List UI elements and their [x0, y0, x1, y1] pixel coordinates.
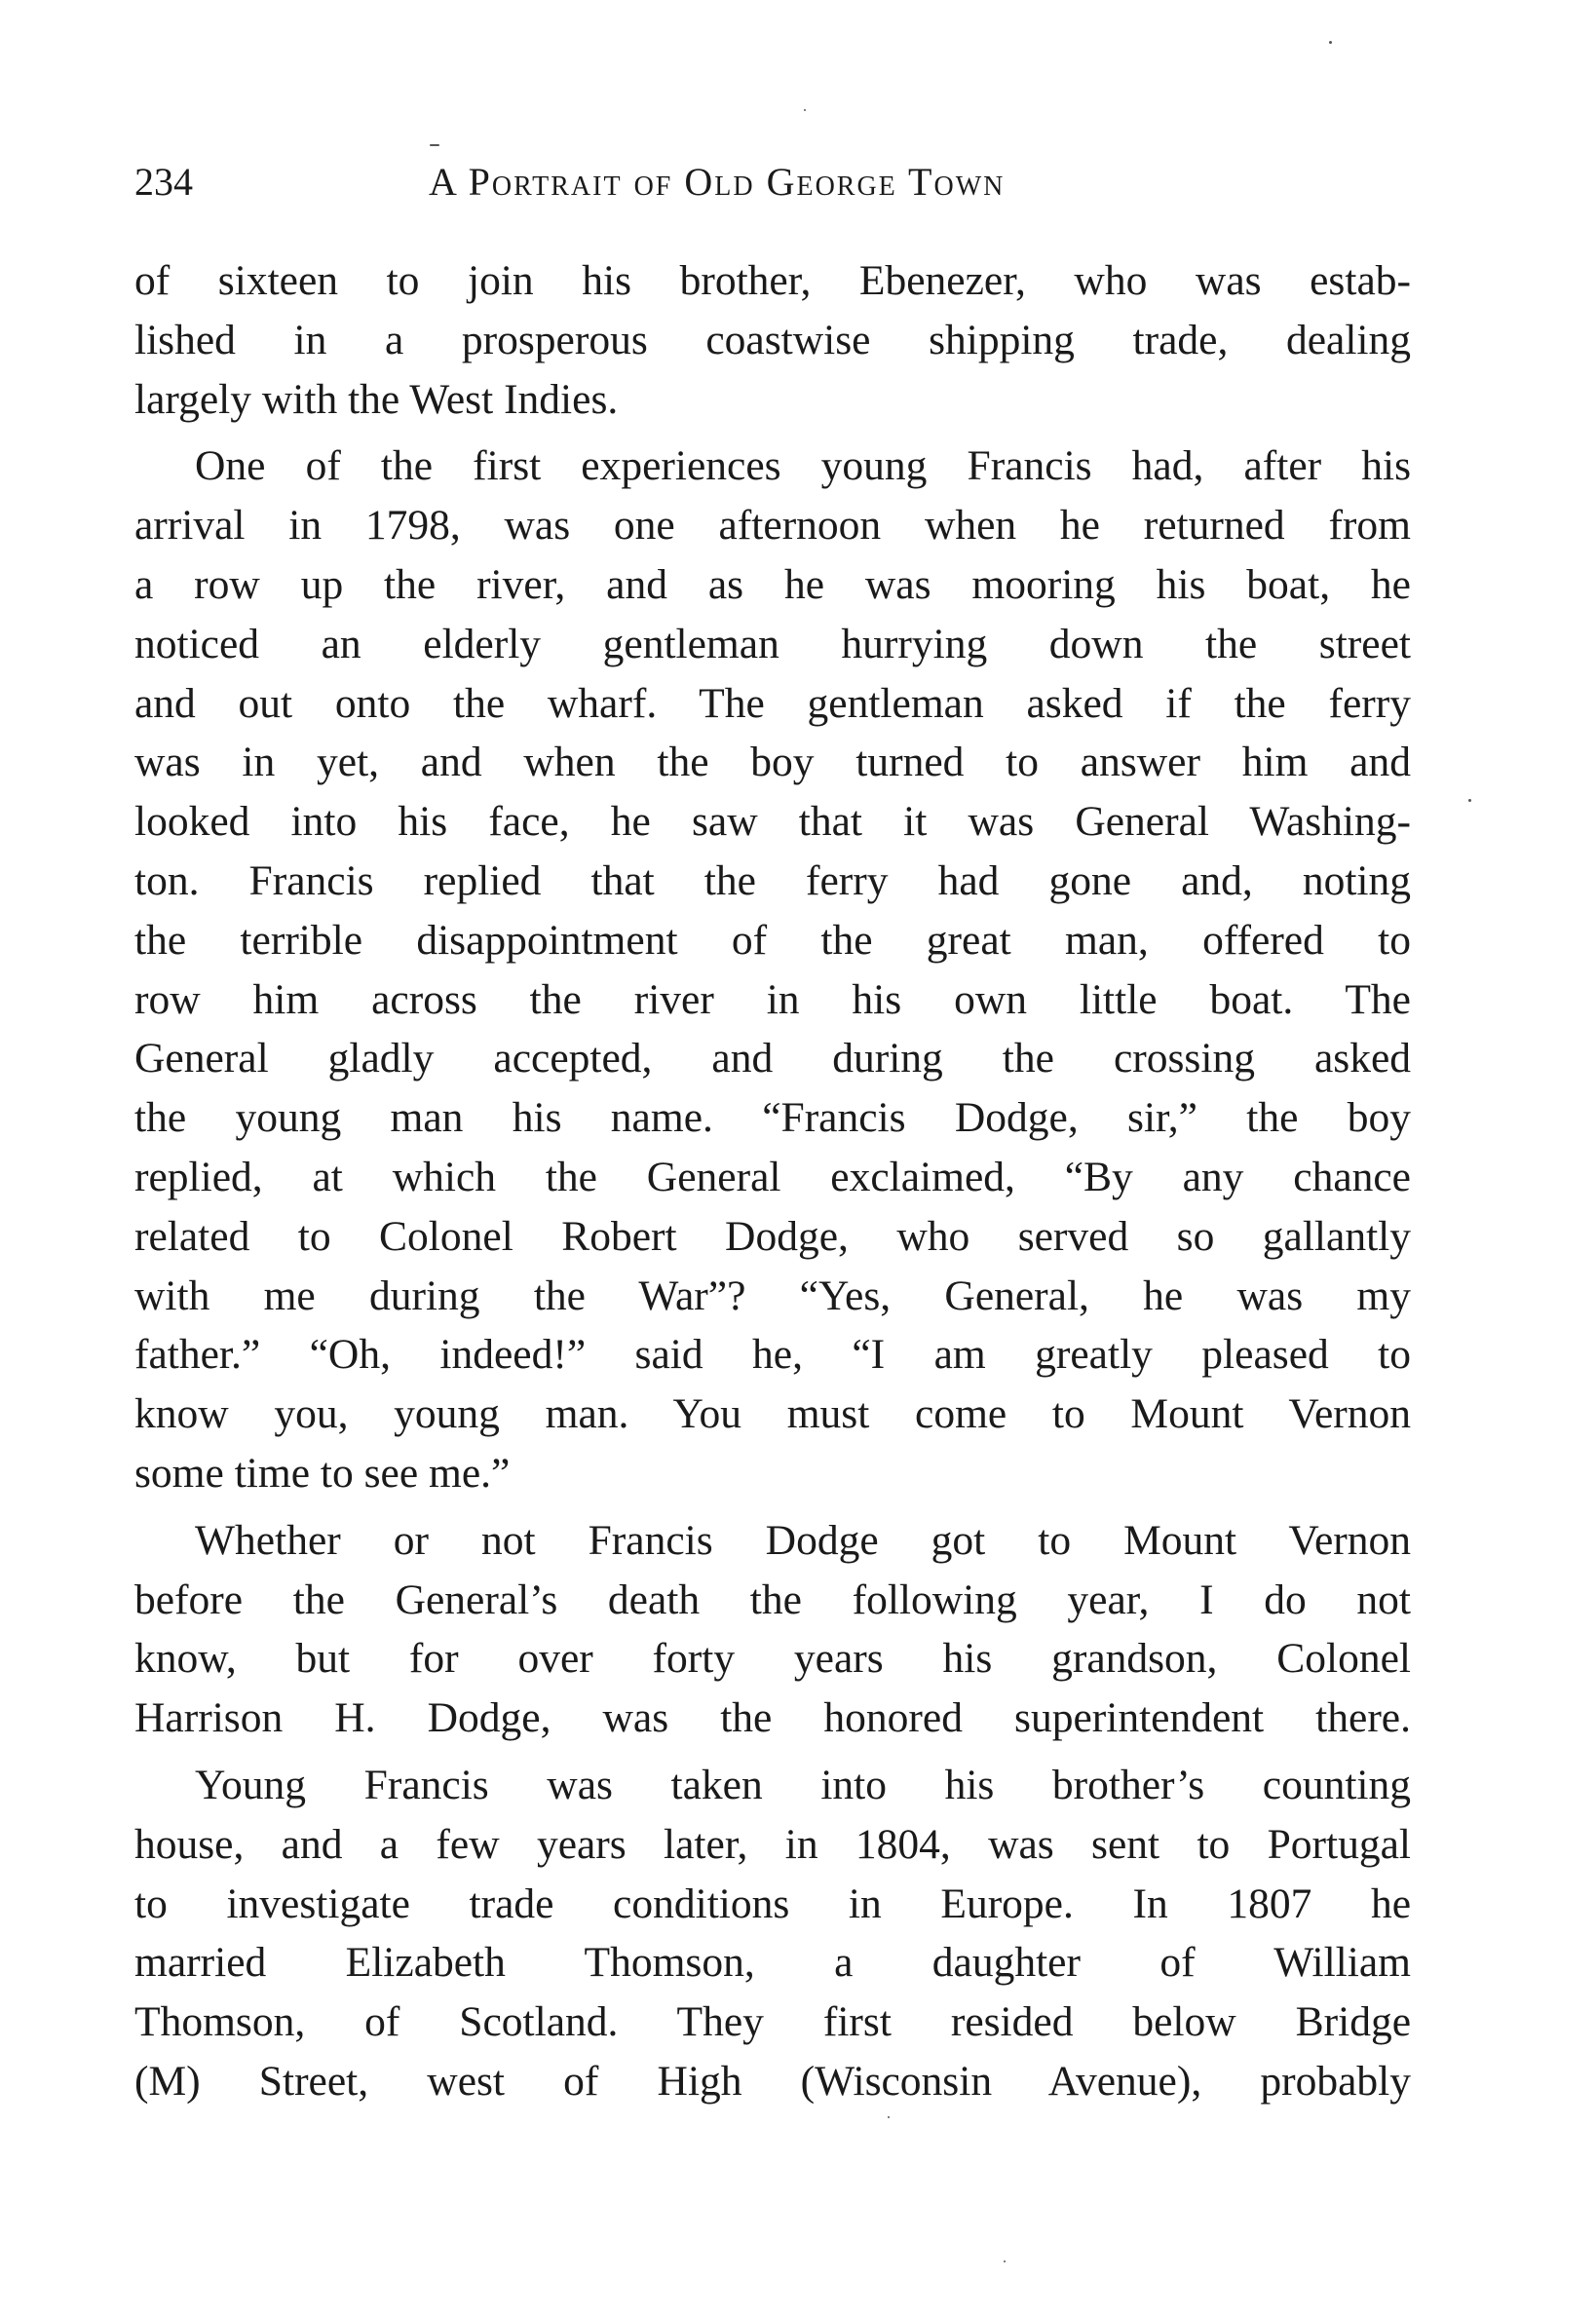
- body-text: [134, 251, 1411, 2111]
- text-line: related to Colonel Robert Dodge, who served so gallantly: [134, 1212, 1411, 1260]
- scan-speck: [1004, 2260, 1006, 2262]
- text-line: lished in a prosperous coastwise shipping trade, dealing: [134, 316, 1411, 363]
- page-header: [134, 158, 1411, 207]
- text-line: One of the first experiences young Francis had, after his: [195, 442, 1411, 490]
- text-line: ton. Francis replied that the ferry had gone and, noting: [134, 856, 1411, 904]
- paragraph-4: [134, 1756, 1411, 2111]
- text-line: looked into his face, he saw that it was General Washing-: [134, 798, 1411, 846]
- text-line: Whether or not Francis Dodge got to Mount Vernon: [195, 1516, 1411, 1564]
- text-line: row him across the river in his own little boat. The: [134, 975, 1411, 1023]
- text-line: Young Francis was taken into his brother’s counting: [195, 1761, 1411, 1808]
- text-line: married Elizabeth Thomson, a daughter of William: [134, 1939, 1411, 1987]
- text-line: largely with the West Indies.: [134, 375, 619, 423]
- scan-speck: [1329, 41, 1332, 44]
- paragraph-2: [134, 437, 1411, 1502]
- paragraph-1: [134, 251, 1411, 429]
- text-line: (M) Street, west of High (Wisconsin Avenue), probably: [134, 2057, 1411, 2105]
- text-line: before the General’s death the following year, I do not: [134, 1576, 1411, 1623]
- text-line: a row up the river, and as he was mooring his boat, he: [134, 560, 1411, 608]
- text-line: was in yet, and when the boy turned to answer him and: [134, 739, 1411, 786]
- scan-speck: [888, 2116, 890, 2118]
- text-line: house, and a few years later, in 1804, was sent to Portugal: [134, 1820, 1411, 1868]
- scan-speck: [1468, 799, 1471, 802]
- text-line: arrival in 1798, was one afternoon when he returned from: [134, 502, 1411, 550]
- text-line: replied, at which the General exclaimed, “By any chance: [134, 1153, 1411, 1200]
- text-line: of sixteen to join his brother, Ebenezer, who was estab-: [134, 257, 1411, 304]
- scan-speck: [804, 109, 806, 111]
- text-line: the terrible disappointment of the great man, offered to: [134, 916, 1411, 964]
- text-line: father.” “Oh, indeed!” said he, “I am greatly pleased to: [134, 1331, 1411, 1379]
- text-line: some time to see me.”: [134, 1449, 511, 1497]
- paragraph-3: [134, 1511, 1411, 1748]
- running-title: A Portrait of Old George Town: [429, 160, 1006, 204]
- text-line: Thomson, of Scotland. They first resided below Bridge: [134, 1998, 1411, 2046]
- text-line: know you, young man. You must come to Mount Vernon: [134, 1390, 1411, 1438]
- text-line: with me during the War”? “Yes, General, he was my: [134, 1272, 1411, 1319]
- text-line: know, but for over forty years his grandson, Colonel: [134, 1635, 1411, 1683]
- page-number: 234: [134, 160, 193, 204]
- text-line: Harrison H. Dodge, was the honored superintendent there.: [134, 1694, 1411, 1742]
- text-line: General gladly accepted, and during the crossing asked: [134, 1035, 1411, 1082]
- scan-speck: [430, 144, 439, 146]
- text-line: and out onto the wharf. The gentleman asked if the ferry: [134, 679, 1411, 727]
- text-line: the young man his name. “Francis Dodge, sir,” the boy: [134, 1094, 1411, 1142]
- text-line: noticed an elderly gentleman hurrying down the street: [134, 620, 1411, 667]
- text-line: to investigate trade conditions in Europe. In 1807 he: [134, 1879, 1411, 1927]
